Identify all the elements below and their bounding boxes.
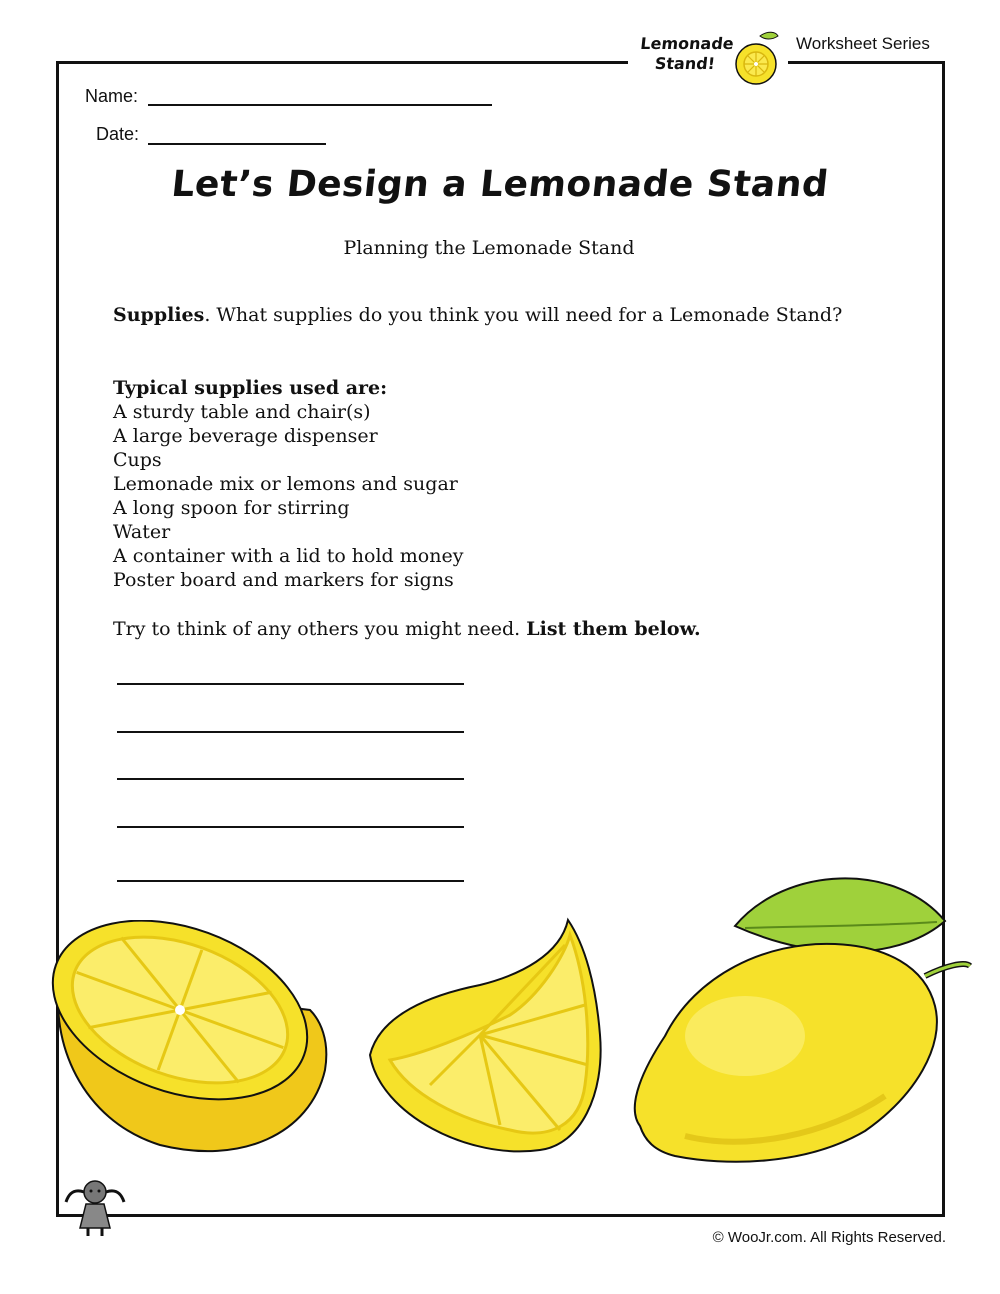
mascot-girl-icon	[62, 1178, 128, 1238]
lemonade-stand-logo	[632, 30, 782, 90]
list-item: A large beverage dispenser	[113, 425, 378, 447]
list-item: Cups	[113, 449, 162, 471]
list-item: Water	[113, 521, 171, 543]
lemon-wedge-illustration	[360, 915, 610, 1165]
worksheet-series-label: Worksheet Series	[796, 34, 930, 53]
answer-line-2[interactable]	[117, 731, 464, 733]
answer-line-3[interactable]	[117, 778, 464, 780]
name-field[interactable]	[148, 104, 492, 106]
half-lemon-illustration	[40, 920, 335, 1160]
copyright-notice: © WooJr.com. All Rights Reserved.	[712, 1229, 946, 1246]
list-item: Lemonade mix or lemons and sugar	[113, 473, 458, 495]
list-item: A long spoon for stirring	[113, 497, 350, 519]
answer-line-4[interactable]	[117, 826, 464, 828]
list-item: Poster board and markers for signs	[113, 569, 454, 591]
page-subtitle: Planning the Lemonade Stand	[343, 237, 635, 259]
answer-line-1[interactable]	[117, 683, 464, 685]
list-item: A sturdy table and chair(s)	[113, 401, 371, 423]
supplies-question-text: . What supplies do you think you will need for a Lemonade Stand?	[204, 304, 843, 326]
logo-text	[634, 34, 738, 74]
page-title: Let’s Design a Lemonade Stand	[169, 164, 831, 205]
answer-line-5[interactable]	[117, 880, 464, 882]
logo-line-1: Lemonade	[639, 34, 735, 53]
date-label: Date:	[96, 124, 140, 144]
whole-lemon-illustration	[625, 866, 980, 1176]
list-prompt	[113, 618, 701, 640]
name-label: Name:	[85, 86, 139, 106]
lemon-logo-icon	[732, 30, 782, 88]
typical-supplies-heading: Typical supplies used are:	[113, 377, 388, 399]
supplies-lead: Supplies	[113, 304, 205, 326]
date-field[interactable]	[148, 143, 326, 145]
logo-line-2: Stand!	[653, 54, 717, 73]
list-item: A container with a lid to hold money	[113, 545, 464, 567]
supplies-question	[113, 304, 842, 326]
list-prompt-text: Try to think of any others you might need.	[113, 618, 527, 640]
supplies-list	[113, 376, 463, 592]
list-prompt-bold: List them below.	[526, 618, 701, 640]
